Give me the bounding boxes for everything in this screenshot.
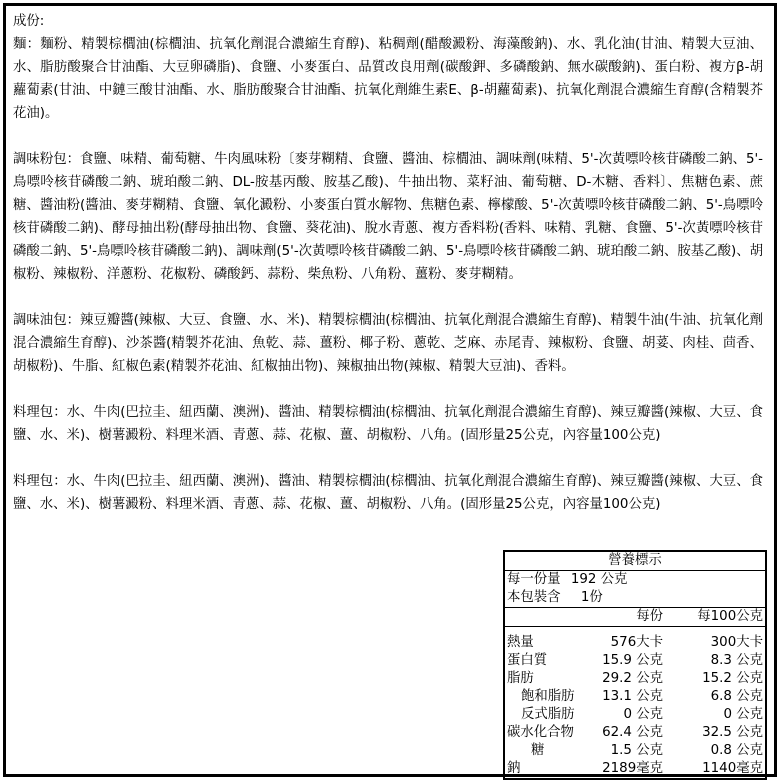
nutrition-title: 營養標示 — [505, 552, 765, 571]
per-100g-value: 32.5 公克 — [702, 725, 763, 740]
per-serving-value: 15.9 公克 — [602, 653, 663, 668]
servings-per-package-value: 1份 — [580, 590, 603, 605]
per-100g-value: 1140毫克 — [702, 761, 763, 776]
per-100g-value: 15.2 公克 — [702, 671, 763, 686]
nutrient-name: 脂肪 — [507, 671, 534, 686]
nutrition-row — [505, 652, 765, 670]
servings-per-package-row — [505, 589, 765, 607]
serving-size-label: 每一份量 — [507, 572, 561, 587]
per-100g-header: 每100公克 — [697, 609, 763, 624]
nutrition-column-headers — [505, 607, 765, 627]
per-serving-value: 1.5 公克 — [610, 743, 663, 758]
seasoning-powder-ingredients: 調味粉包：食鹽、味精、葡萄糖、牛肉風味粉〔麥芽糊精、食鹽、醬油、棕櫚油、調味劑(味精、5'-次黃嘌呤核苷磷酸二鈉、5'-鳥嘌呤核苷磷酸二鈉、琥珀酸二鈉、DL-胺基丙酸、胺基乙酸)、牛抽出物、菜籽油、葡萄糖、D-木糖、香料〕、焦糖色素、蔗糖、醬油粉(醬油、麥芽糊精、食鹽、氧化澱粉、小麥蛋白質水解物、焦糖色素、檸檬酸、5'-次黃嘌呤核苷磷酸二鈉、5'-鳥嘌呤核苷磷酸二鈉)、酵母抽出粉(酵母抽出物、食鹽、葵花油)、脫水青蔥、複方香料粉(香料、味精、乳糖、食鹽、5'-次黃嘌呤核苷磷酸二鈉、5'-鳥嘌呤核苷磷酸二鈉)、調味劑(5'-次黃嘌呤核苷磷酸二鈉、5'-鳥嘌呤核苷磷酸二鈉、琥珀酸二鈉、胺基乙酸)、胡椒粉、辣椒粉、洋蔥粉、花椒粉、磷酸鈣、蒜粉、柴魚粉、八角粉、薑粉、麥芽糊精。 — [13, 152, 763, 282]
nutrient-name: 蛋白質 — [507, 653, 548, 668]
nutrient-name: 熱量 — [507, 635, 534, 650]
nutrition-row — [505, 670, 765, 688]
per-serving-value: 29.2 公克 — [602, 671, 663, 686]
seasoning-oil-ingredients: 調味油包：辣豆瓣醬(辣椒、大豆、食鹽、水、米)、精製棕櫚油(棕櫚油、抗氧化劑混合濃縮生育醇)、精製牛油(牛油、抗氧化劑混合濃縮生育醇)、沙茶醬(精製芥花油、魚乾、蒜、薑粉、椰子粉、蔥乾、芝麻、赤尾青、辣椒粉、食鹽、胡荽、肉桂、茴香、胡椒粉)、牛脂、紅椒色素(精製芥花油、紅椒抽出物)、辣椒抽出物(辣椒、精製大豆油)、香料。 — [13, 313, 763, 374]
nutrition-row — [505, 688, 765, 706]
ingredients-heading: 成份: — [13, 14, 45, 29]
per-100g-value: 300大卡 — [710, 635, 763, 650]
per-100g-value: 6.8 公克 — [710, 689, 763, 704]
nutrient-name: 反式脂肪 — [521, 707, 575, 722]
per-serving-value: 2189毫克 — [602, 761, 663, 776]
nutrient-name: 碳水化合物 — [507, 725, 574, 740]
per-100g-value: 0 公克 — [723, 707, 763, 722]
per-100g-value: 8.3 公克 — [710, 653, 763, 668]
nutrition-row — [505, 742, 765, 760]
nutrition-rows — [505, 634, 765, 778]
nutrition-row — [505, 634, 765, 652]
nutrient-name: 鈉 — [507, 761, 521, 776]
serving-size-value: 192 公克 — [570, 572, 628, 587]
nutrition-row — [505, 724, 765, 742]
noodles-ingredients: 麵：麵粉、精製棕櫚油(棕櫚油、抗氧化劑混合濃縮生育醇)、粘稠劑(醋酸澱粉、海藻酸鈉)、水、乳化油(甘油、精製大豆油、水、脂肪酸聚合甘油酯、大豆卵磷脂)、食鹽、小麥蛋白、品質改良用劑(碳酸鉀、多磷酸鈉、無水碳酸鈉)、蛋白粉、複方β-胡蘿蔔素(甘油、中鏈三酸甘油酯、水、脂肪酸聚合甘油酯、抗氧化劑維生素E、β-胡蘿蔔素)、抗氧化劑混合濃縮生育醇(含精製芥花油)。 — [13, 37, 763, 121]
per-serving-value: 576大卡 — [610, 635, 663, 650]
nutrient-name: 糖 — [531, 743, 545, 758]
nutrition-row — [505, 760, 765, 778]
per-serving-header: 每份 — [636, 609, 663, 624]
serving-size-row — [505, 571, 765, 589]
per-serving-value: 13.1 公克 — [602, 689, 663, 704]
nutrient-name: 飽和脂肪 — [521, 689, 575, 704]
per-serving-value: 62.4 公克 — [602, 725, 663, 740]
per-serving-value: 0 公克 — [623, 707, 663, 722]
cooking-pack-ingredients: 料理包：水、牛肉(巴拉圭、紐西蘭、澳洲)、醬油、精製棕櫚油(棕櫚油、抗氧化劑混合濃縮生育醇)、辣豆瓣醬(辣椒、大豆、食鹽、水、米)、樹薯澱粉、料理米酒、青蔥、蒜、花椒、薑、胡椒粉、八角。(固形量25公克，內容量100公克) — [13, 405, 763, 443]
nutrition-facts-table — [503, 550, 767, 780]
per-100g-value: 0.8 公克 — [710, 743, 763, 758]
cooking-pack-ingredients: 料理包：水、牛肉(巴拉圭、紐西蘭、澳洲)、醬油、精製棕櫚油(棕櫚油、抗氧化劑混合濃縮生育醇)、辣豆瓣醬(辣椒、大豆、食鹽、水、米)、樹薯澱粉、料理米酒、青蔥、蒜、花椒、薑、胡椒粉、八角。(固形量25公克，內容量100公克) — [13, 474, 763, 512]
ingredients-section — [13, 10, 763, 516]
servings-per-package-label: 本包裝含 — [507, 590, 561, 605]
nutrition-row — [505, 706, 765, 724]
